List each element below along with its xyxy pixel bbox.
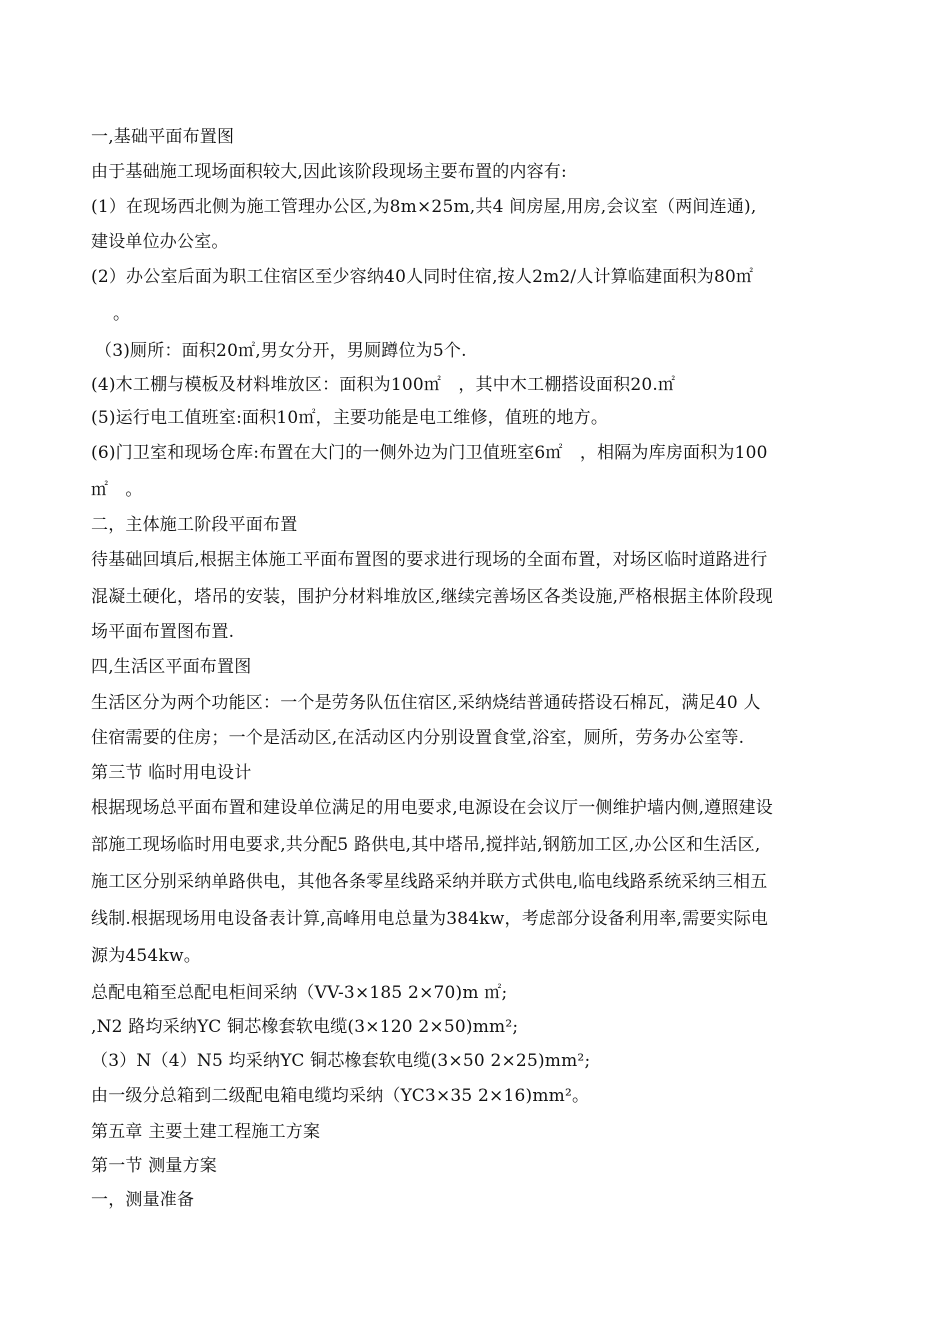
heading-main-construction-layout: 二，主体施工阶段平面布置 bbox=[91, 515, 298, 535]
paragraph-line: (1）在现场西北侧为施工管理办公区,为8m×25m,共4 间房屋,用房,会议室（两间连通), bbox=[91, 197, 757, 217]
paragraph-line: 。 bbox=[113, 304, 131, 324]
paragraph-line: 源为454kw。 bbox=[91, 946, 201, 966]
paragraph-line: 混凝土硬化，塔吊的安装，围护分材料堆放区,继续完善场区各类设施,严格根据主体阶段现 bbox=[91, 587, 774, 607]
paragraph-line: （3）N（4）N5 均采纳YC 铜芯橡套软电缆(3×50 2×25)mm²; bbox=[91, 1051, 591, 1071]
heading-temporary-power: 第三节 临时用电设计 bbox=[91, 763, 252, 783]
paragraph-line: (2）办公室后面为职工住宿区至少容纳40人同时住宿,按人2m2/人计算临建面积为80㎡ bbox=[91, 267, 754, 287]
paragraph-line: 线制.根据现场用电设备表计算,高峰用电总量为384kw，考虑部分设备利用率,需要实际电 bbox=[91, 909, 769, 929]
paragraph-line: 由一级分总箱到二级配电箱电缆均采纳（YC3×35 2×16)mm²。 bbox=[91, 1086, 590, 1106]
paragraph-line: 部施工现场临时用电要求,共分配5 路供电,其中塔吊,搅拌站,钢筋加工区,办公区和生活区, bbox=[91, 835, 761, 855]
paragraph-line: 待基础回填后,根据主体施工平面布置图的要求进行现场的全面布置，对场区临时道路进行 bbox=[91, 550, 768, 570]
paragraph-line: 施工区分别采纳单路供电，其他各条零星线路采纳并联方式供电,临电线路系统采纳三相五 bbox=[91, 872, 768, 892]
paragraph-line: (6)门卫室和现场仓库:布置在大门的一侧外边为门卫值班室6㎡ ，相隔为库房面积为100 bbox=[91, 443, 768, 463]
paragraph-line: 场平面布置图布置. bbox=[91, 622, 235, 642]
heading-foundation-layout: 一,基础平面布置图 bbox=[91, 127, 235, 147]
paragraph-line: 总配电箱至总配电柜间采纳（VV-3×185 2×70)m ㎡; bbox=[91, 983, 508, 1003]
paragraph-line: 生活区分为两个功能区：一个是劳务队伍住宿区,采纳烧结普通砖搭设石棉瓦，满足40 人 bbox=[91, 693, 761, 713]
paragraph-line: 建设单位办公室。 bbox=[91, 232, 229, 252]
paragraph-line: （3)厕所：面积20㎡,男女分开，男厕蹲位为5个. bbox=[95, 341, 467, 361]
paragraph-line: 住宿需要的住房；一个是活动区,在活动区内分别设置食堂,浴室，厕所，劳务办公室等. bbox=[91, 728, 745, 748]
heading-measurement-prep: 一，测量准备 bbox=[91, 1190, 195, 1210]
paragraph-line: (4)木工棚与模板及材料堆放区：面积为100㎡ ，其中木工棚搭设面积20.㎡ bbox=[91, 375, 676, 395]
paragraph-line: 由于基础施工现场面积较大,因此该阶段现场主要布置的内容有: bbox=[91, 162, 567, 182]
paragraph-line: ,N2 路均采纳YC 铜芯橡套软电缆(3×120 2×50)mm²; bbox=[91, 1017, 519, 1037]
heading-chapter-five: 第五章 主要土建工程施工方案 bbox=[91, 1122, 321, 1142]
heading-section-one: 第一节 测量方案 bbox=[91, 1156, 218, 1176]
heading-living-area-layout: 四,生活区平面布置图 bbox=[91, 657, 252, 677]
paragraph-line: (5)运行电工值班室:面积10㎡，主要功能是电工维修，值班的地方。 bbox=[91, 408, 609, 428]
paragraph-line: 根据现场总平面布置和建设单位满足的用电要求,电源设在会议厅一侧维护墙内侧,遵照建设 bbox=[91, 798, 774, 818]
paragraph-line: ㎡ 。 bbox=[91, 480, 143, 500]
